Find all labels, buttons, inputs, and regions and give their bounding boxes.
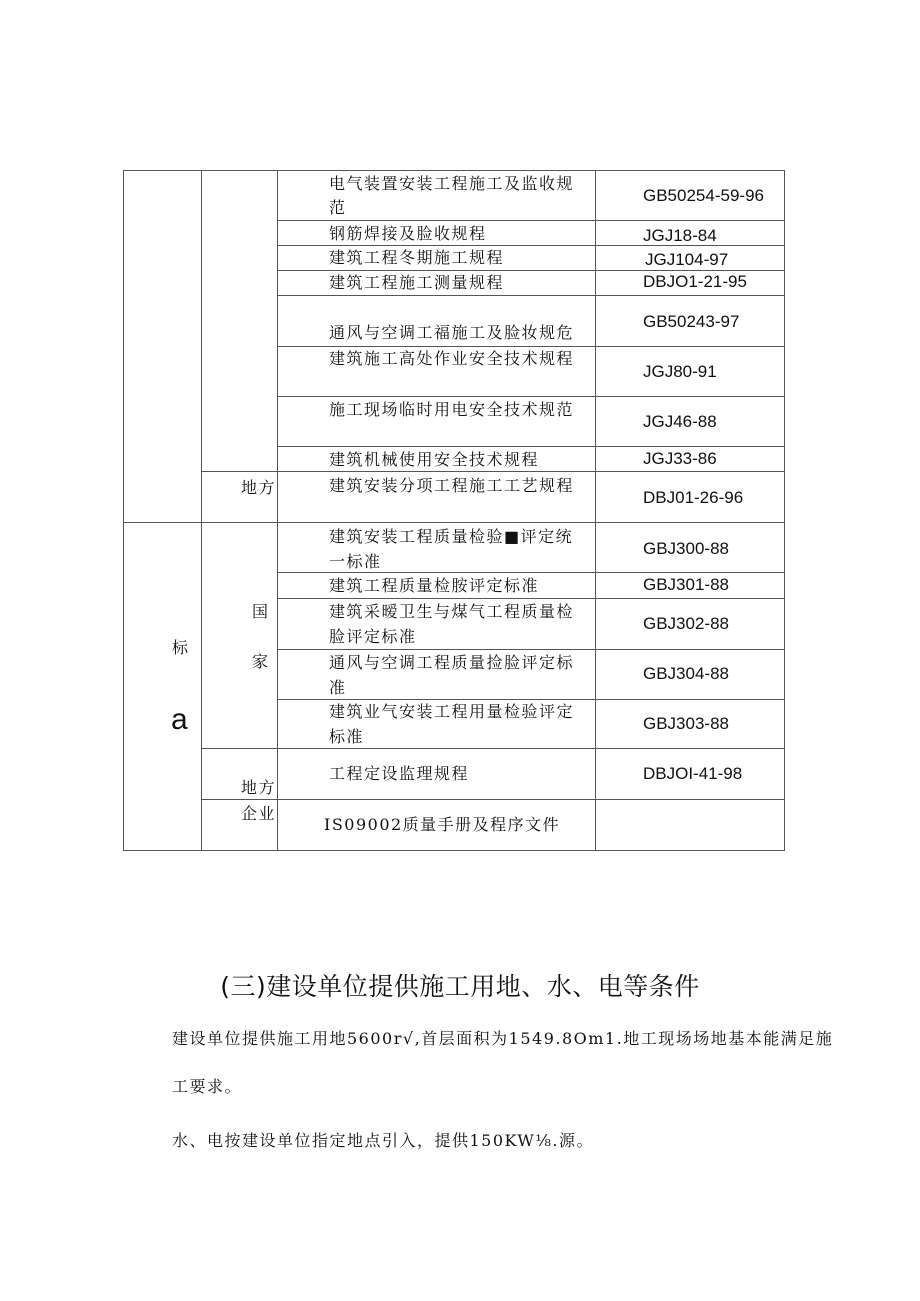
category-label: 标	[172, 638, 190, 657]
standard-code: JGJ104-97	[645, 250, 729, 269]
section-heading: (三)建设单位提供施工用地、水、电等条件	[220, 972, 700, 1001]
standard-name: 建筑工程冬期施工规程	[329, 248, 505, 267]
row-divider	[277, 220, 785, 221]
category-label: 地方	[241, 478, 277, 497]
standard-name: 建筑施工高处作业安全技术规程	[329, 349, 575, 368]
standard-name: 建筑业气安装工程用量检验评定	[329, 702, 575, 721]
standard-name: 通风与空调工福施工及脸妆规危	[329, 323, 575, 342]
paragraph-line: 工要求。	[172, 1077, 243, 1096]
standard-code: JGJ33-86	[643, 449, 717, 468]
row-divider	[201, 799, 785, 800]
standard-code: JGJ80-91	[643, 362, 717, 381]
standard-name: 通风与空调工程质量捡脸评定标	[329, 653, 575, 672]
standard-name: 一标准	[329, 552, 382, 571]
standard-name: 准	[329, 678, 347, 697]
standard-name: 建筑工程施工测量规程	[329, 273, 505, 292]
category-label: a	[171, 703, 188, 736]
standard-name: 脸评定标准	[329, 627, 417, 646]
paragraph-line: 水、电按建设单位指定地点引入，提供150KW⅛.源。	[172, 1131, 594, 1150]
category-label: 家	[252, 652, 270, 671]
standard-name: 建筑安装工程质量检验■评定统	[329, 527, 574, 546]
standards-table	[123, 170, 785, 851]
standard-code: GB50254-59-96	[643, 186, 764, 205]
standard-name: 标准	[329, 727, 365, 746]
standard-code: GB50243-97	[643, 312, 740, 331]
row-divider	[277, 396, 785, 397]
standard-code: DBJOI-41-98	[643, 764, 743, 783]
standard-name: 建筑采暧卫生与煤气工程质量检	[329, 602, 575, 621]
standard-code: GBJ302-88	[643, 614, 729, 633]
standard-code: DBJO1-21-95	[643, 272, 747, 291]
standard-name: 钢筋焊接及脸收规程	[329, 224, 487, 243]
row-divider	[277, 295, 785, 296]
standard-name: 施工现场临时用电安全技术规范	[329, 400, 575, 419]
table-border-top	[123, 170, 785, 171]
category-label: 地方	[241, 778, 277, 797]
standard-code: GBJ303-88	[643, 714, 729, 733]
category-label: 企业	[241, 804, 277, 823]
row-divider	[277, 598, 785, 599]
standard-name: 电气装置安装工程施工及监收规	[329, 174, 575, 193]
standard-code: DBJ01-26-96	[643, 488, 744, 507]
standard-code: GBJ300-88	[643, 539, 729, 558]
row-divider	[201, 748, 785, 749]
row-divider	[277, 649, 785, 650]
table-border-left	[123, 170, 124, 851]
standard-code: GBJ304-88	[643, 664, 729, 683]
standard-code: JGJ18-84	[643, 226, 717, 245]
paragraph-line: 建设单位提供施工用地5600r√,首层面积为1549.8Om1.地工现场场地基本能满足施	[172, 1029, 834, 1048]
standard-name: IS09002质量手册及程序文件	[324, 815, 561, 834]
standard-name: 建筑机械使用安全技术规程	[329, 450, 540, 469]
row-divider	[123, 522, 785, 523]
standard-code: JGJ46-88	[643, 412, 717, 431]
category-label: 国	[252, 602, 270, 621]
standard-name: 建筑安装分项工程施工工艺规程	[329, 476, 575, 495]
table-border-bottom	[123, 850, 785, 851]
standard-name: 工程定设监理规程	[329, 764, 470, 783]
standard-name: 范	[329, 198, 347, 217]
standard-code: GBJ301-88	[643, 575, 729, 594]
standard-name: 建筑工程质量检胺评定标准	[329, 576, 540, 595]
